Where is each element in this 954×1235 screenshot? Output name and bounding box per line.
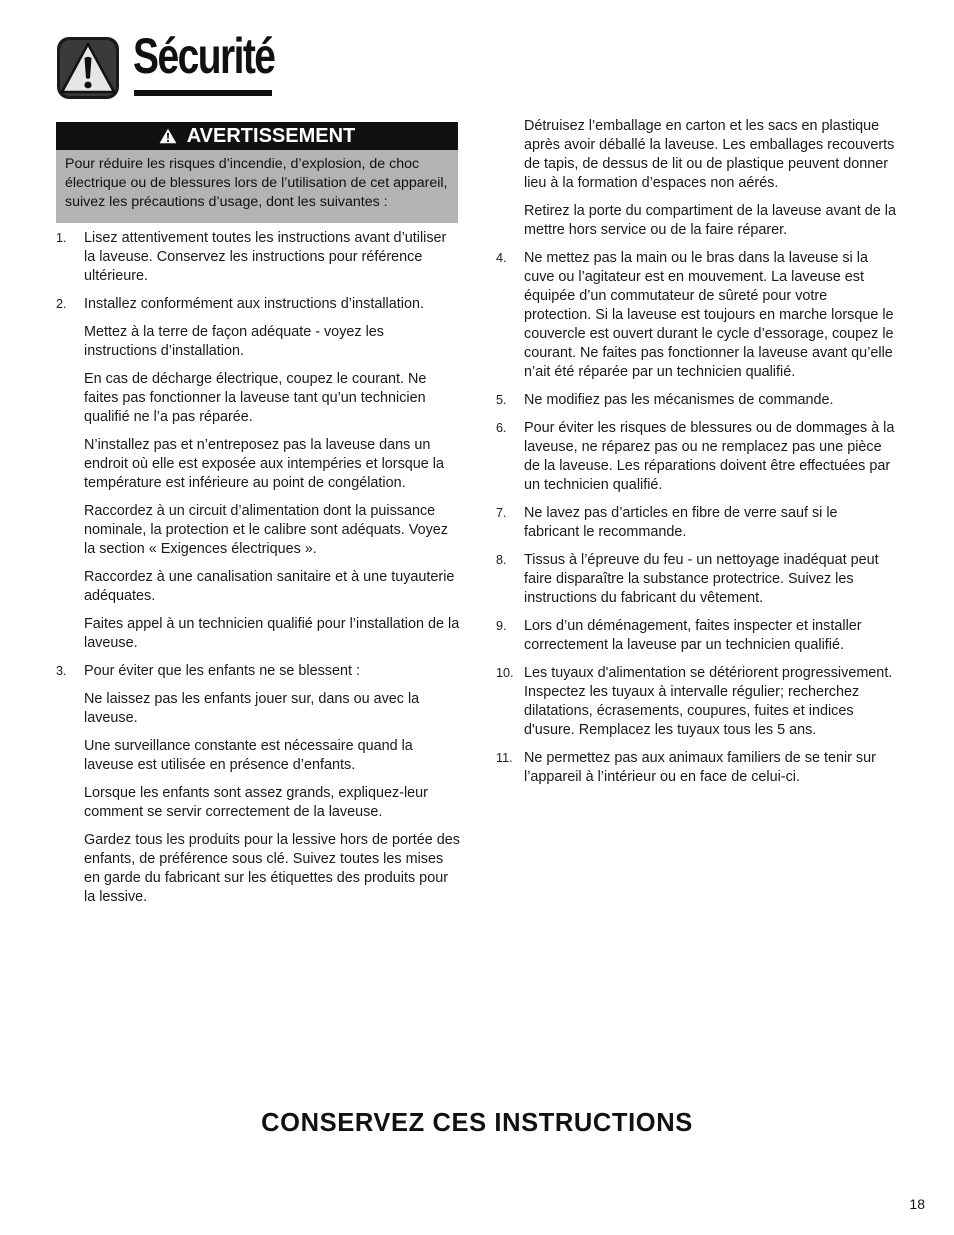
item-text: Ne mettez pas la main ou le bras dans la laveuse si la cuve ou l’agitateur est en mouvement. La laveuse est équipée d’un commutateur de sûreté pour votre protection. Si la laveuse est toujours en marche lorsque le couvercle est ouvert durant le cycle d’essorage, coupez le courant. Ne faites pas fonctionner la laveuse avant qu’elle n’ait été réparée par un technicien qualifié.	[524, 250, 894, 380]
sub-paragraph: En cas de décharge électrique, coupez le courant. Ne faites pas fonctionner la laveuse tant qu’un technicien qualifié ne l’a pas réparée.	[84, 371, 427, 425]
sub-paragraph: Raccordez à une canalisation sanitaire et à une tuyauterie adéquates.	[84, 569, 455, 604]
item-text: Pour éviter les risques de blessures ou de dommages à la laveuse, ne réparez pas ou ne remplacez pas une pièce de la laveuse. Les réparations doivent être effectuées par un technicien qualifié.	[524, 420, 895, 493]
item-number: 11.	[496, 751, 513, 765]
item-text: Pour éviter que les enfants ne se blessent :	[84, 663, 360, 679]
warning-box	[56, 122, 458, 223]
page-number: 18	[909, 1196, 925, 1212]
list-item	[496, 551, 896, 608]
sub-paragraph: Retirez la porte du compartiment de la laveuse avant de la mettre hors service ou de la faire réparer.	[524, 203, 896, 238]
item-text: Lors d’un déménagement, faites inspecter et installer correctement la laveuse par un technicien qualifié.	[524, 618, 862, 653]
list-item	[496, 749, 896, 787]
warning-triangle-icon	[56, 36, 120, 100]
item-number: 5.	[496, 393, 507, 407]
right-column	[496, 117, 896, 796]
list-item	[496, 504, 896, 542]
sub-paragraph: N’installez pas et n’entreposez pas la laveuse dans un endroit où elle est exposée aux intempéries et lorsque la température est inférieure au point de congélation.	[84, 437, 444, 491]
item-number: 9.	[496, 619, 507, 633]
item-number: 6.	[496, 421, 507, 435]
page-title: Sécurité	[133, 28, 275, 84]
item-number: 3.	[56, 664, 67, 678]
item-text: Ne permettez pas aux animaux familiers de se tenir sur l’appareil à l’intérieur ou en face de celui-ci.	[524, 750, 876, 785]
warning-label: AVERTISSEMENT	[186, 125, 356, 147]
list-item	[496, 249, 896, 382]
item-number: 10.	[496, 666, 514, 680]
item-number: 8.	[496, 553, 507, 567]
left-column	[56, 229, 460, 916]
sub-paragraph: Faites appel à un technicien qualifié pour l’installation de la laveuse.	[84, 616, 460, 651]
list-item	[496, 617, 896, 655]
item-text: Ne lavez pas d’articles en fibre de verre sauf si le fabricant le recommande.	[524, 505, 838, 540]
item-number: 2.	[56, 297, 67, 311]
list-item	[56, 662, 460, 681]
item-number: 4.	[496, 251, 507, 265]
list-item	[496, 419, 896, 495]
item-text: Ne modifiez pas les mécanismes de commande.	[524, 392, 834, 408]
warning-header	[56, 122, 458, 150]
sub-paragraph: Détruisez l’emballage en carton et les sacs en plastique après avoir déballé la laveuse. Les emballages recouverts de tapis, de dessus de lit ou de plastique peuvent donner lieu à la formation d’espaces non aérés.	[524, 118, 895, 191]
list-item	[56, 229, 460, 286]
item-text: Tissus à l’épreuve du feu - un nettoyage inadéquat peut faire disparaître la substance protectrice. Suivez les instructions du fabricant du vêtement.	[524, 552, 879, 606]
list-item	[496, 664, 896, 740]
sub-paragraph: Gardez tous les produits pour la lessive hors de portée des enfants, de préférence sous clé. Suivez toutes les mises en garde du fabricant sur les étiquettes des produits pour la lessive.	[84, 832, 460, 905]
save-instructions-heading: CONSERVEZ CES INSTRUCTIONS	[261, 1109, 693, 1137]
list-item	[496, 391, 896, 410]
sub-paragraph: Raccordez à un circuit d’alimentation dont la puissance nominale, la protection et le calibre sont adéquats. Voyez la section « Exigences électriques ».	[84, 503, 448, 557]
warning-triangle-icon	[159, 128, 177, 144]
title-underline	[134, 90, 272, 96]
sub-paragraph: Mettez à la terre de façon adéquate - voyez les instructions d’installation.	[84, 324, 384, 359]
sub-paragraph: Ne laissez pas les enfants jouer sur, dans ou avec la laveuse.	[84, 691, 420, 726]
sub-paragraph: Lorsque les enfants sont assez grands, expliquez-leur comment se servir correctement de la laveuse.	[84, 785, 428, 820]
item-number: 1.	[56, 231, 67, 245]
item-text: Les tuyaux d'alimentation se détériorent progressivement. Inspectez les tuyaux à intervalle régulier; recherchez dilatations, écrasements, coupures, fuites et indices d'usure. Remplacez les tuyaux tous les 5 ans.	[524, 665, 893, 738]
list-item	[56, 295, 460, 314]
item-number: 7.	[496, 506, 507, 520]
item-text: Lisez attentivement toutes les instructions avant d’utiliser la laveuse. Conservez les instructions pour référence ultérieure.	[84, 230, 447, 284]
item-text: Installez conformément aux instructions d’installation.	[84, 296, 424, 312]
warning-text: Pour réduire les risques d’incendie, d’explosion, de choc électrique ou de blessures lors de l’utilisation de cet appareil, suivez les précautions d’usage, dont les suivantes :	[56, 150, 458, 223]
sub-paragraph: Une surveillance constante est nécessaire quand la laveuse est utilisée en présence d’enfants.	[84, 738, 413, 773]
